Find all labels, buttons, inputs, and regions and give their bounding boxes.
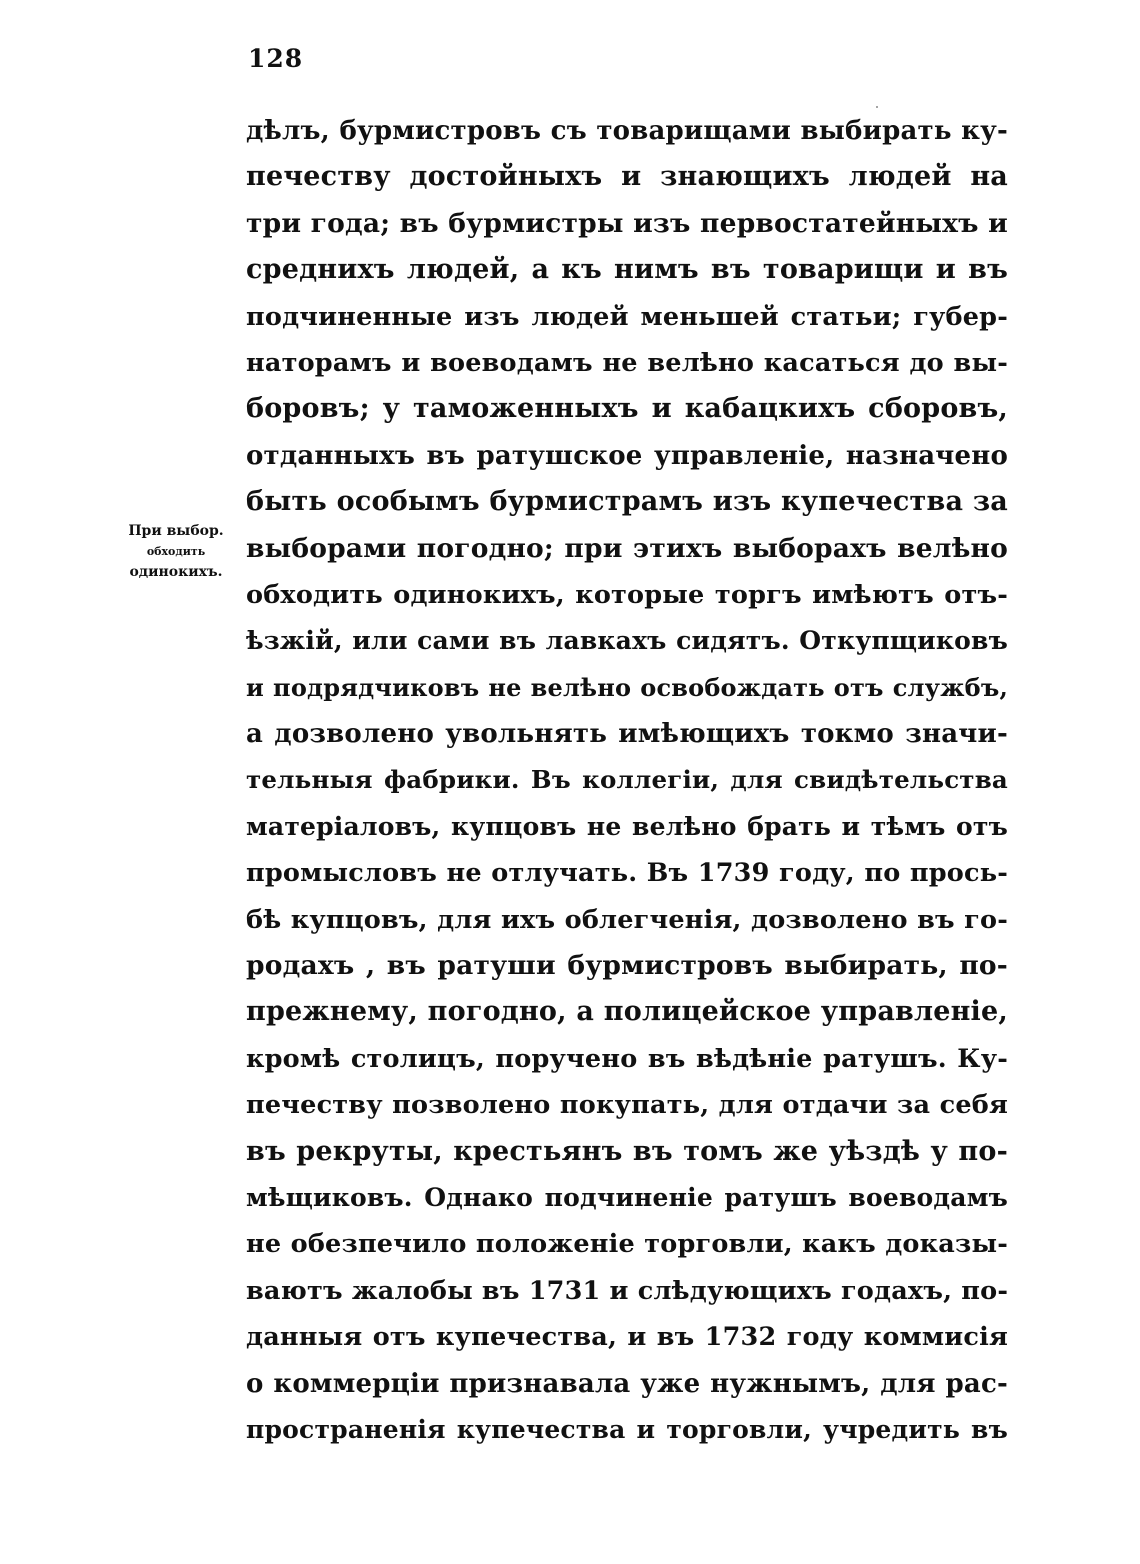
text-line: родахъ , въ ратуши бурмистровъ выбирать, по- <box>246 950 1008 982</box>
text-line: печеству достойныхъ и знающихъ людей на <box>246 161 1008 193</box>
text-line: бѣ купцовъ, для ихъ облегченія, дозволено въ го- <box>246 904 1008 935</box>
text-line: обходить одинокихъ, которые торгъ имѣютъ отъ- <box>246 579 1008 610</box>
text-line: ваютъ жалобы въ 1731 и слѣдующихъ годахъ, по- <box>246 1275 1009 1306</box>
text-line: промысловъ не отлучать. Въ 1739 году, по прось- <box>246 858 1008 889</box>
text-line: быть особымъ бурмистрамъ изъ купечества за <box>246 486 1008 518</box>
text-line: наторамъ и воеводамъ не велѣно касаться до вы- <box>246 347 1008 378</box>
margin-note-line: При выбор. <box>128 523 224 539</box>
text-line: боровъ; у таможенныхъ и кабацкихъ сборовъ, <box>246 393 1008 425</box>
text-line: а дозволено увольнять имѣющихъ токмо значи- <box>246 719 1008 750</box>
margin-note-line: одинокихъ. <box>129 564 223 580</box>
margin-note-line: обходить <box>146 545 206 558</box>
text-line: подчиненные изъ людей меньшей статьи; губер- <box>246 301 1008 332</box>
body-text <box>246 108 1008 1453</box>
text-line: печеству позволено покупать, для отдачи за себя <box>246 1090 1008 1121</box>
text-line: матеріаловъ, купцовъ не велѣно брать и тѣмъ отъ <box>246 811 1008 841</box>
text-line: о коммерціи признавала уже нужнымъ, для рас- <box>246 1368 1008 1399</box>
text-line: мѣщиковъ. Однако подчиненіе ратушъ воеводамъ <box>246 1182 1008 1212</box>
text-line: тельныя фабрики. Въ коллегіи, для свидѣтельства <box>246 765 1008 795</box>
text-line: выборами погодно; при этихъ выборахъ велѣно <box>246 532 1008 564</box>
text-line: ѣзжій, или сами въ лавкахъ сидятъ. Откупщиковъ <box>246 626 1008 656</box>
margin-note <box>110 519 242 585</box>
text-line: пространенія купечества и торговли, учредить въ <box>246 1414 1008 1444</box>
text-line: среднихъ людей, а къ нимъ въ товарищи и въ <box>246 254 1008 286</box>
text-line: дѣлъ, бурмистровъ съ товарищами выбирать ку- <box>246 116 1008 146</box>
text-line: не обезпечило положеніе торговли, какъ доказы- <box>246 1229 1008 1260</box>
page-number: 128 <box>248 44 304 73</box>
text-line: отданныхъ въ ратушское управленіе, назначено <box>246 440 1008 471</box>
text-line: кромѣ столицъ, поручено въ вѣдѣніе ратушъ. Ку- <box>246 1043 1008 1074</box>
text-line: и подрядчиковъ не велѣно освобождать отъ службъ, <box>246 672 1008 702</box>
text-line: прежнему, погодно, а полицейское управленіе, <box>246 996 1008 1028</box>
text-line: три года; въ бурмистры изъ первостатейныхъ и <box>246 207 1008 239</box>
text-line: въ рекруты, крестьянъ въ томъ же уѣздѣ у по- <box>246 1135 1008 1167</box>
text-line: данныя отъ купечества, и въ 1732 году коммисія <box>246 1322 1008 1353</box>
